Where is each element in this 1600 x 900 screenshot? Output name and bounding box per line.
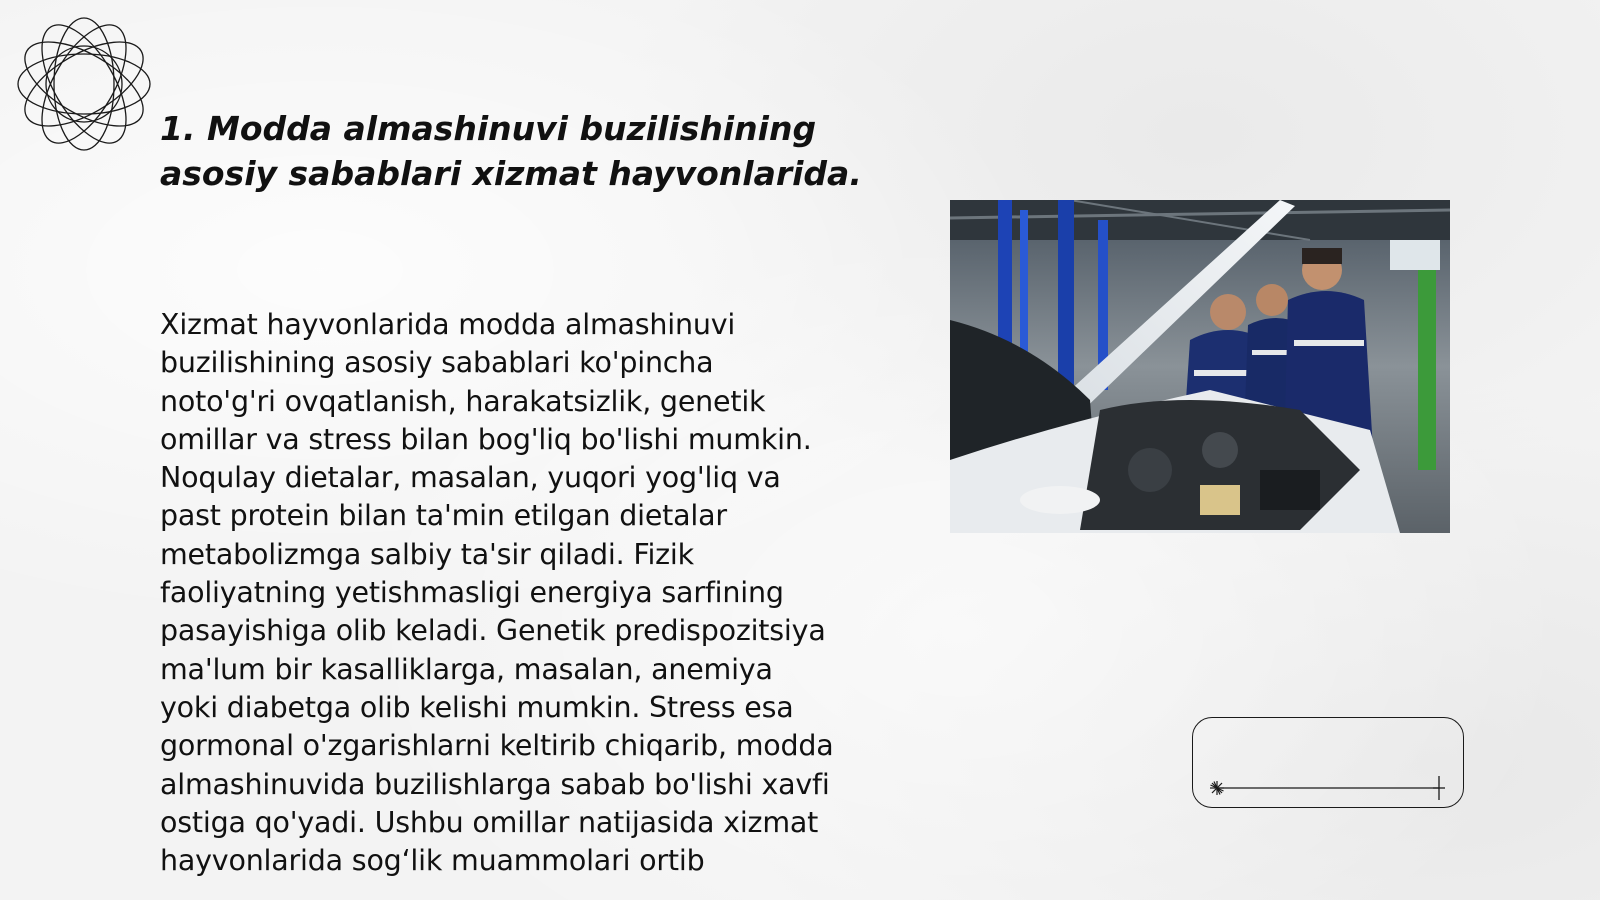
mechanics-photo-icon xyxy=(950,200,1450,533)
orbital-rings-ornament-icon xyxy=(10,10,158,158)
star-line-decoration-icon xyxy=(1210,776,1445,800)
slide-body-text: Xizmat hayvonlarida modda almashinuvi buzilishining asosiy sabablari ko'pincha noto'g'ri ovqatlanish, harakatsizlik, genetik omillar va stress bilan bog'liq bo'lishi mumkin. Noqulay dietalar, masalan, yuqori yog'liq va past protein bilan ta'min etilgan dietalar metabolizmga salbiy ta'sir qiladi. Fizik faoliyatning yetishmasligi energiya sarfining pasayishiga olib keladi. Genetik predispozitsiya ma'lum bir kasalliklarga, masalan, anemiya yoki diabetga olib kelishi mumkin. Stress esa gormonal o'zgarishlarni keltirib chiqarib, modda almashinuvida buzilishlarga sabab bo'lishi xavfi ostiga qo'yadi. Ushbu omillar natijasida xizmat hayvonlarida sog‘lik muammolari ortib xyxy=(160,308,834,878)
slide-title: 1. Modda almashinuvi buzilishining asosiy sabablari xizmat hayvonlarida. xyxy=(160,109,862,193)
decorative-card xyxy=(1192,717,1464,808)
